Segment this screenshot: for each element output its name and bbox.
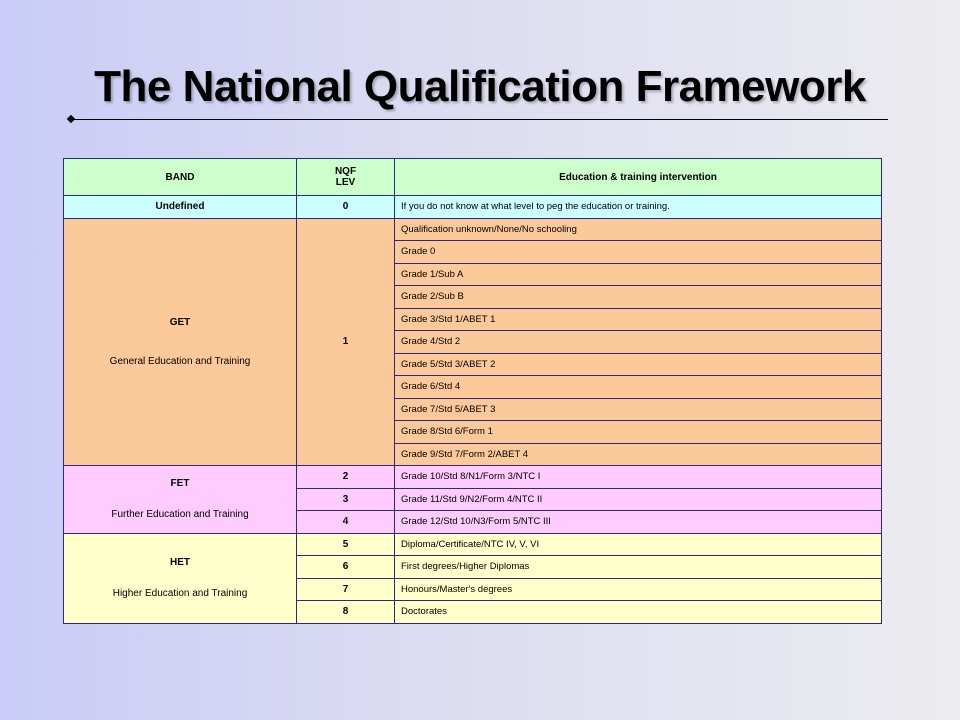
level-cell: 3 [297, 488, 395, 511]
intervention-cell: Grade 2/Sub B [395, 286, 882, 309]
intervention-cell: Grade 8/Std 6/Form 1 [395, 421, 882, 444]
intervention-cell: If you do not know at what level to peg the education or training. [395, 196, 882, 219]
intervention-cell: Grade 1/Sub A [395, 263, 882, 286]
intervention-cell: Grade 9/Std 7/Form 2/ABET 4 [395, 443, 882, 466]
intervention-cell: Grade 12/Std 10/N3/Form 5/NTC III [395, 511, 882, 534]
band-fet [64, 466, 297, 534]
intervention-cell: Honours/Master's degrees [395, 578, 882, 601]
level-cell: 5 [297, 533, 395, 556]
intervention-cell: Grade 6/Std 4 [395, 376, 882, 399]
level-cell: 0 [297, 196, 395, 219]
intervention-cell: Diploma/Certificate/NTC IV, V, VI [395, 533, 882, 556]
header-band: BAND [64, 159, 297, 196]
level-cell: 2 [297, 466, 395, 489]
level-cell: 1 [297, 218, 395, 466]
slide-title: The National Qualification Framework [94, 62, 866, 111]
band-name: Further Education and Training [111, 509, 249, 521]
intervention-cell: Grade 7/Std 5/ABET 3 [395, 398, 882, 421]
intervention-cell: First degrees/Higher Diplomas [395, 556, 882, 579]
intervention-cell: Qualification unknown/None/No schooling [395, 218, 882, 241]
band-name: Higher Education and Training [112, 588, 248, 599]
intervention-cell: Grade 10/Std 8/N1/Form 3/NTC I [395, 466, 882, 489]
header-nqf-line1: NQF [334, 166, 357, 177]
band-undefined: Undefined [64, 196, 297, 219]
table-row [64, 533, 882, 556]
band-code: GET [169, 316, 191, 328]
header-nqf-level [297, 159, 395, 196]
band-name: General Education and Training [109, 355, 251, 367]
table-row-undefined [64, 196, 882, 219]
table-row [64, 466, 882, 489]
table-header-row [64, 159, 882, 196]
band-het [64, 533, 297, 623]
header-nqf-line2: LEV [335, 177, 356, 188]
nqf-table [63, 158, 882, 624]
intervention-cell: Grade 0 [395, 241, 882, 264]
level-cell: 4 [297, 511, 395, 534]
intervention-cell: Grade 4/Std 2 [395, 331, 882, 354]
band-code: FET [170, 478, 190, 490]
level-cell: 8 [297, 601, 395, 624]
level-cell: 7 [297, 578, 395, 601]
intervention-cell: Doctorates [395, 601, 882, 624]
title-rule [72, 119, 888, 120]
intervention-cell: Grade 3/Std 1/ABET 1 [395, 308, 882, 331]
intervention-cell: Grade 11/Std 9/N2/Form 4/NTC II [395, 488, 882, 511]
intervention-cell: Grade 5/Std 3/ABET 2 [395, 353, 882, 376]
header-intervention: Education & training intervention [395, 159, 882, 196]
level-cell: 6 [297, 556, 395, 579]
band-get [64, 218, 297, 466]
table-row [64, 218, 882, 241]
band-code: HET [170, 557, 190, 568]
